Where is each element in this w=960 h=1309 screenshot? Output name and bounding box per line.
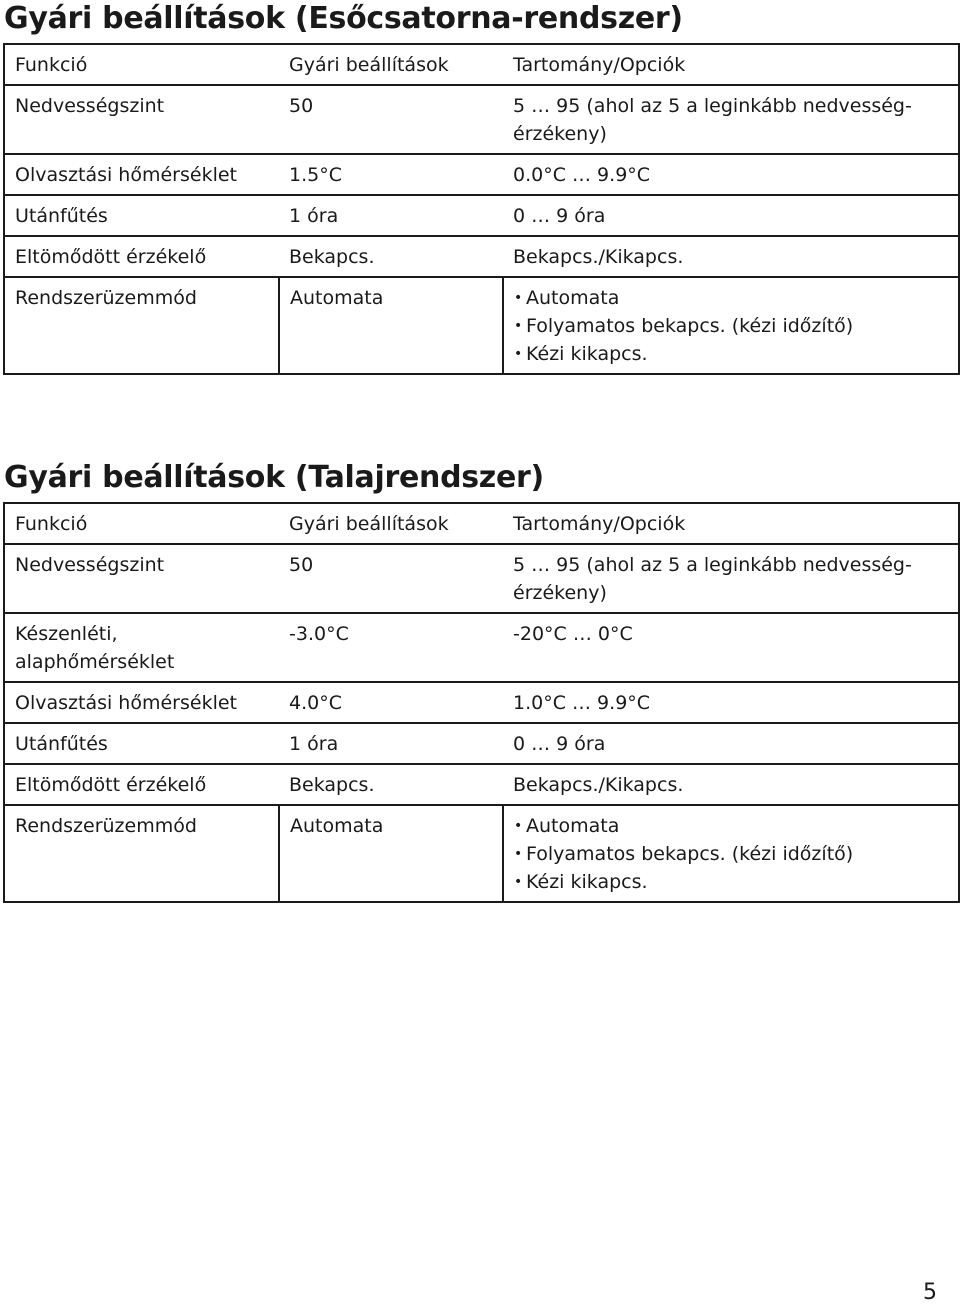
row-function: Eltömődött érzékelő [4,764,279,805]
table-row [4,805,959,902]
bullet-icon: • [514,346,523,362]
row-function: Nedvességszint [4,544,279,613]
row-default: Bekapcs. [279,764,503,805]
bullet-icon: • [514,818,523,834]
row-default: Automata [279,805,503,902]
row-default: 1 óra [279,723,503,764]
table-row [4,154,959,195]
row-default: 1 óra [279,195,503,236]
row-range [503,277,959,374]
table-row [4,613,959,682]
row-function: Olvasztási hőmérséklet [4,154,279,195]
header-cell-function: Funkció [4,503,279,544]
mode-option: Automata [526,815,620,837]
row-function: Utánfűtés [4,195,279,236]
ground-settings-title: Gyári beállítások (Talajrendszer) [4,460,544,495]
list-item [514,284,948,312]
row-range: -20°C … 0°C [503,613,959,682]
table-row [4,682,959,723]
table-row [4,236,959,277]
table-row [4,195,959,236]
row-range: 5 … 95 (ahol az 5 a leginkább nedvesség-érzékeny) [503,85,959,154]
table-header-row [4,44,959,85]
list-item [514,312,948,340]
table-row [4,85,959,154]
row-range: Bekapcs./Kikapcs. [503,236,959,277]
row-function: Nedvességszint [4,85,279,154]
gutter-settings-title: Gyári beállítások (Esőcsatorna-rendszer) [4,1,683,36]
list-item [514,840,948,868]
list-item [514,340,948,368]
row-range: 1.0°C … 9.9°C [503,682,959,723]
header-cell-default: Gyári beállítások [279,44,503,85]
ground-settings-table [3,502,960,903]
row-default: 50 [279,85,503,154]
mode-option: Automata [526,287,620,309]
row-function: Rendszerüzemmód [4,805,279,902]
row-default: 1.5°C [279,154,503,195]
table-row [4,277,959,374]
row-range: 5 … 95 (ahol az 5 a leginkább nedvesség-érzékeny) [503,544,959,613]
row-default: 4.0°C [279,682,503,723]
mode-option-list [514,284,948,368]
table-row [4,544,959,613]
header-cell-function: Funkció [4,44,279,85]
row-function: Készenléti, alaphőmérséklet [4,613,279,682]
mode-option: Folyamatos bekapcs. (kézi időzítő) [526,843,854,865]
list-item [514,868,948,896]
bullet-icon: • [514,318,523,334]
row-range: 0 … 9 óra [503,195,959,236]
row-range [503,805,959,902]
gutter-settings-table [3,43,960,375]
table-header-row [4,503,959,544]
mode-option: Kézi kikapcs. [526,871,648,893]
row-default: Bekapcs. [279,236,503,277]
header-cell-range: Tartomány/Opciók [503,44,959,85]
row-range: 0.0°C … 9.9°C [503,154,959,195]
row-range: 0 … 9 óra [503,723,959,764]
page-number: 5 [923,1280,937,1305]
row-function: Eltömődött érzékelő [4,236,279,277]
row-default: 50 [279,544,503,613]
row-default: -3.0°C [279,613,503,682]
bullet-icon: • [514,846,523,862]
row-function: Olvasztási hőmérséklet [4,682,279,723]
bullet-icon: • [514,874,523,890]
table-row [4,764,959,805]
row-default: Automata [279,277,503,374]
mode-option: Folyamatos bekapcs. (kézi időzítő) [526,315,854,337]
row-function: Utánfűtés [4,723,279,764]
mode-option: Kézi kikapcs. [526,343,648,365]
header-cell-range: Tartomány/Opciók [503,503,959,544]
row-range: Bekapcs./Kikapcs. [503,764,959,805]
table-row [4,723,959,764]
header-cell-default: Gyári beállítások [279,503,503,544]
bullet-icon: • [514,290,523,306]
row-function: Rendszerüzemmód [4,277,279,374]
list-item [514,812,948,840]
mode-option-list [514,812,948,896]
